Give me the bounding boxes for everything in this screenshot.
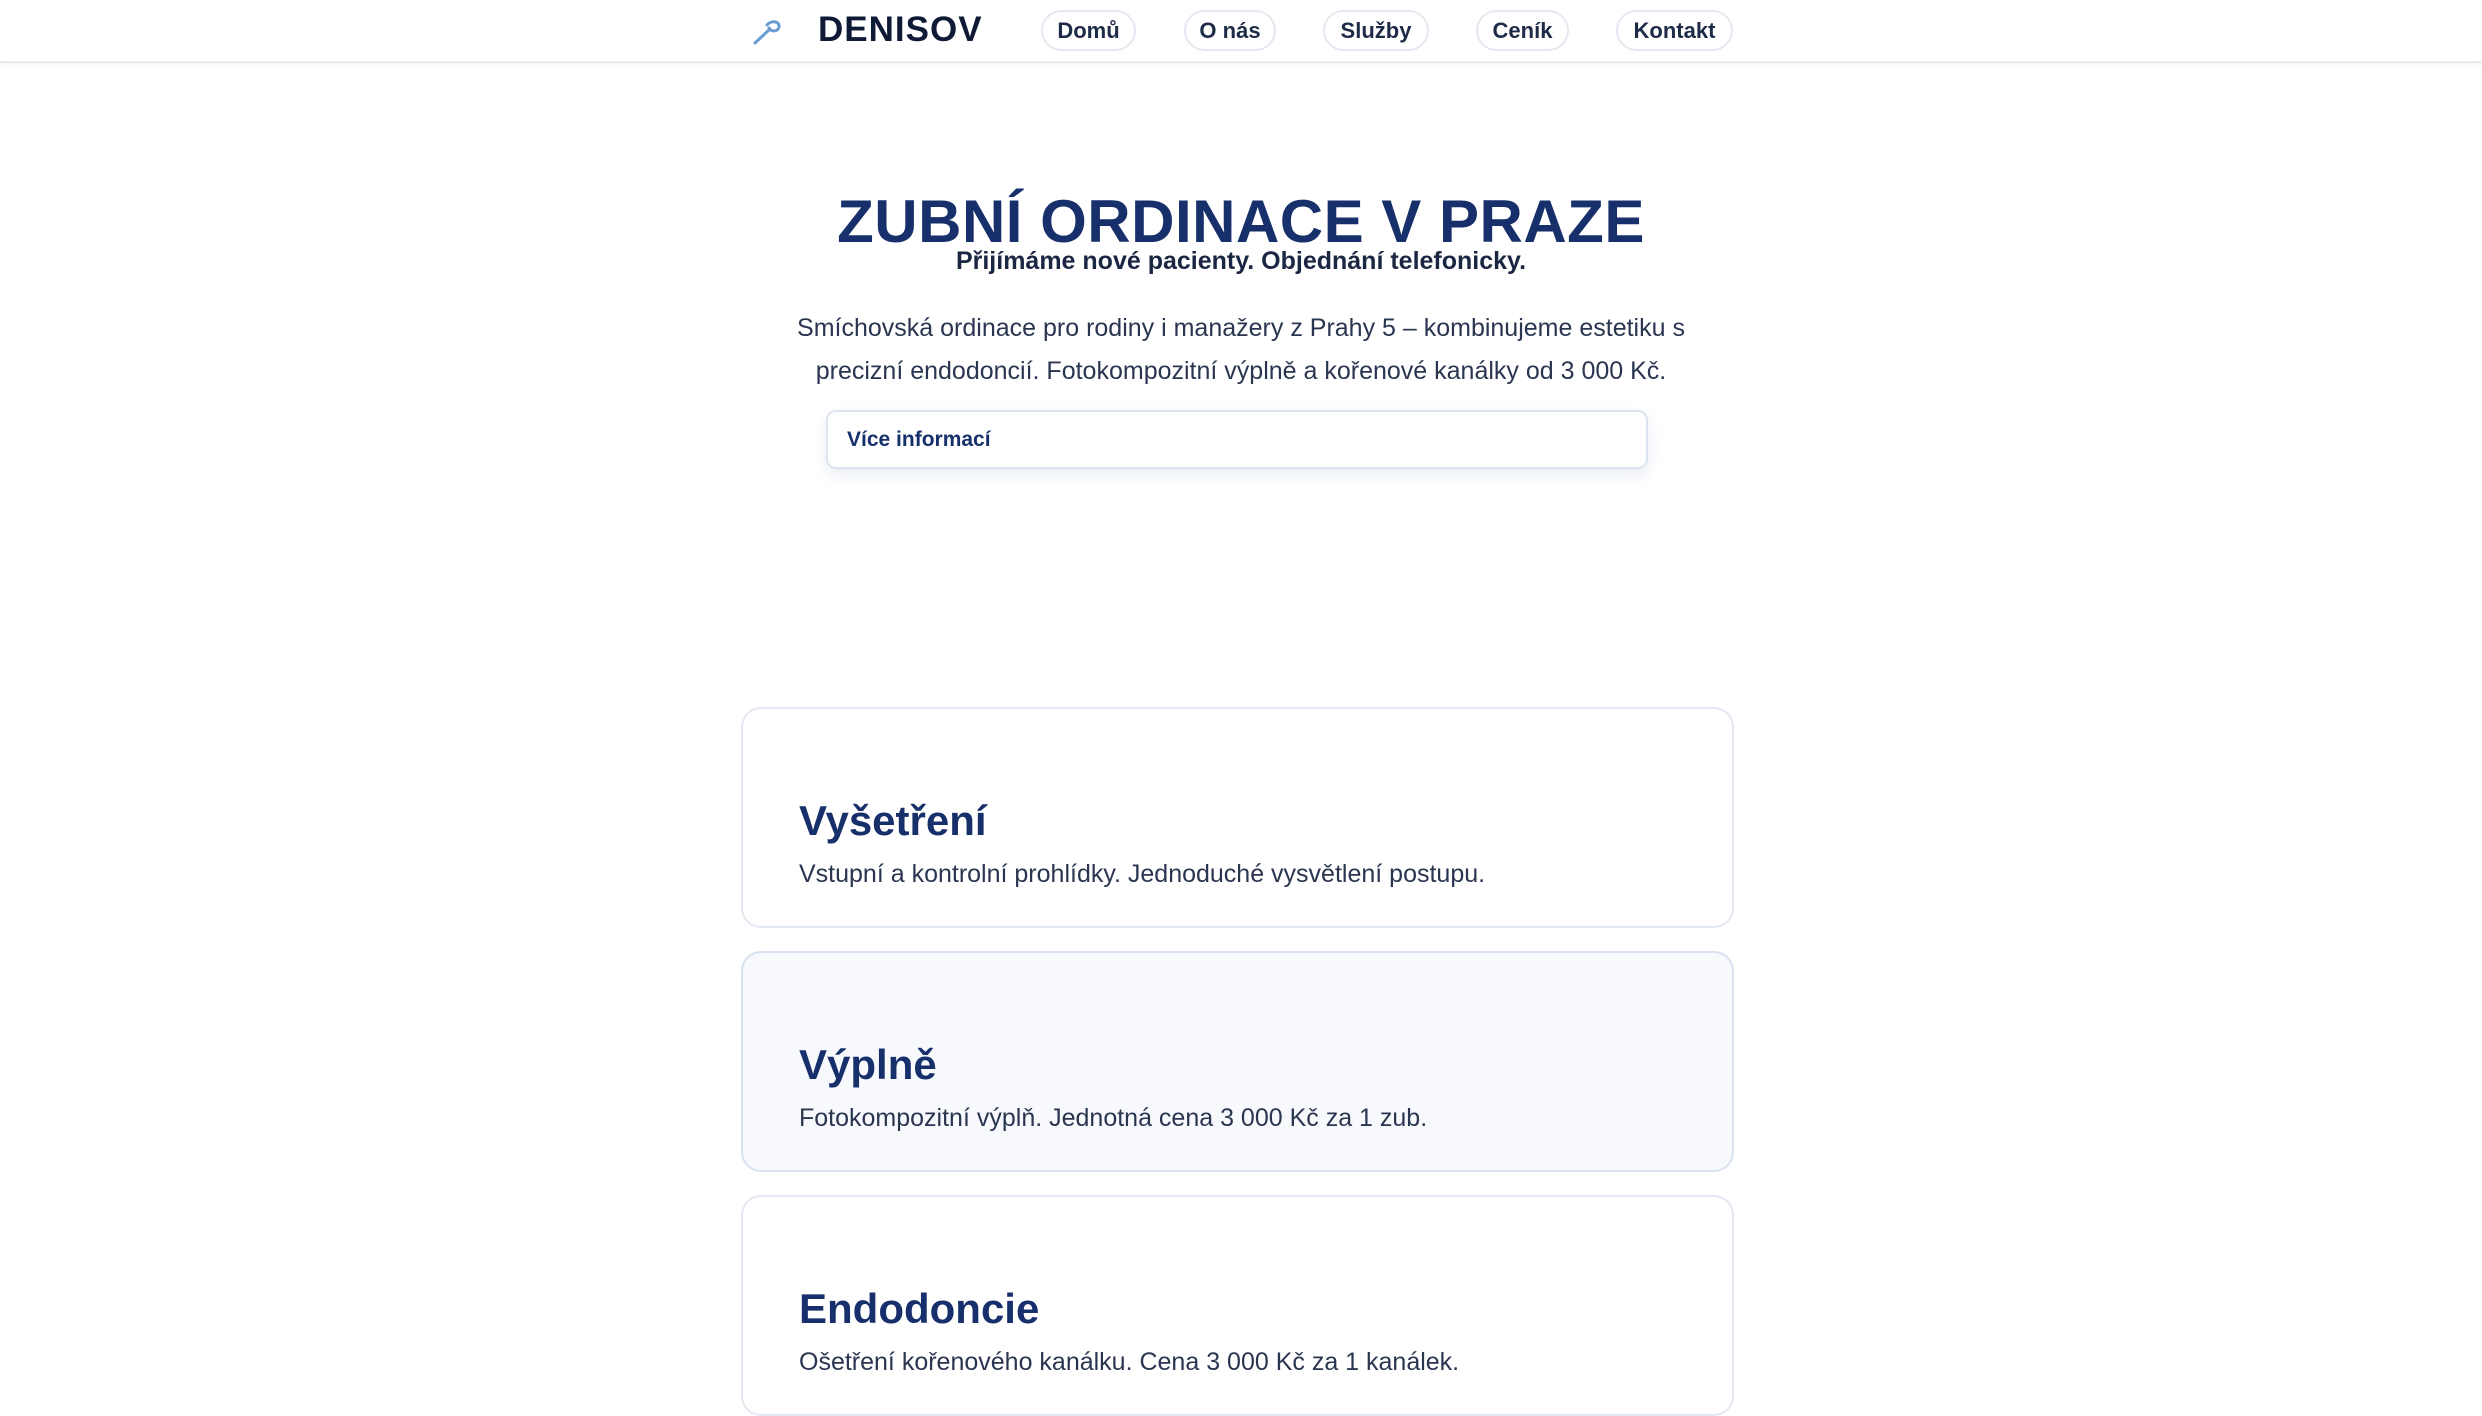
nav-item-kontakt[interactable]: Kontakt bbox=[1616, 10, 1733, 51]
service-card-title: Vyšetření bbox=[799, 796, 987, 844]
service-card-text: Fotokompozitní výplň. Jednotná cena 3 000 Kč za 1 zub. bbox=[799, 1104, 1428, 1132]
hero-description-line-1: Smíchovská ordinace pro rodiny i manažery z Prahy 5 – kombinujeme estetiku s bbox=[797, 314, 1685, 342]
service-card-title: Výplně bbox=[799, 1040, 937, 1088]
service-card-text: Vstupní a kontrolní prohlídky. Jednoduché vysvětlení postupu. bbox=[799, 860, 1486, 888]
nav-item-cenik[interactable]: Ceník bbox=[1476, 10, 1569, 51]
nav-item-o-nas[interactable]: O nás bbox=[1184, 10, 1276, 51]
service-card-title: Endodoncie bbox=[799, 1284, 1040, 1332]
more-info-button[interactable]: Více informací bbox=[826, 410, 1648, 469]
service-card-endodoncie bbox=[741, 1195, 1734, 1416]
top-navigation-bar bbox=[0, 0, 2482, 63]
service-card-vyplne bbox=[741, 951, 1734, 1172]
service-card-text: Ošetření kořenového kanálku. Cena 3 000 Kč za 1 kanálek. bbox=[799, 1348, 1460, 1376]
hero-title: ZUBNÍ ORDINACE V PRAZE bbox=[837, 188, 1645, 256]
hero-description bbox=[741, 307, 1741, 393]
nav-item-domu[interactable]: Domů bbox=[1041, 10, 1136, 51]
tooth-instrument-icon bbox=[750, 16, 784, 46]
hero-subtitle: Přijímáme nové pacienty. Objednání telefonicky. bbox=[955, 247, 1527, 275]
brand-logo-text[interactable]: DENISOV bbox=[818, 10, 983, 49]
service-card-vysetreni bbox=[741, 707, 1734, 928]
nav-item-sluzby[interactable]: Služby bbox=[1323, 10, 1429, 51]
hero-description-line-2: precizní endodoncií. Fotokompozitní výplně a kořenové kanálky od 3 000 Kč. bbox=[815, 357, 1667, 385]
